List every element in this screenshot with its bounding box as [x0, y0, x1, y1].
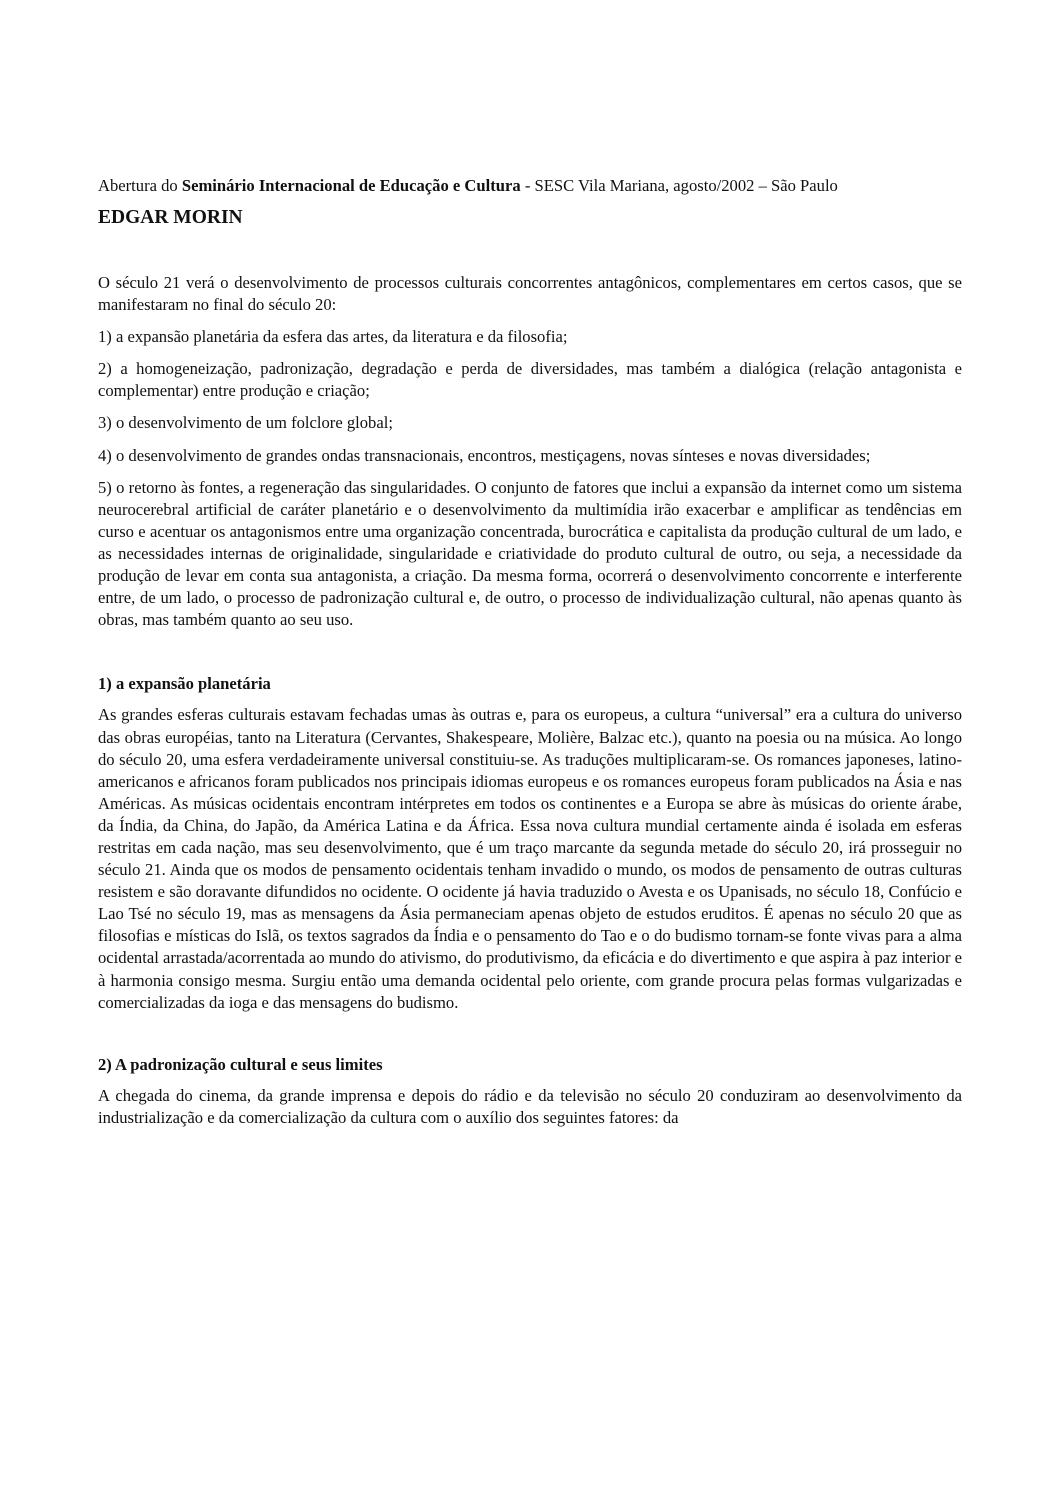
list-item: 1) a expansão planetária da esfera das artes, da literatura e da filosofia; [98, 327, 568, 347]
section-body: As grandes esferas culturais estavam fechadas umas às outras e, para os europeus, a cultura “universal” era a cultura do universo das obras européias, tanto na Literatura (Cervantes, Shakespeare, Molière, Balzac etc.), quanto na poesia ou na música. Ao longo do século 20, uma esfera verdadeiramente universal constituiu-se. As traduções multiplicaram-se. Os romances japoneses, latino-americanos e africanos foram publicados nos principais idiomas europeus e os romances europeus foram publicados na Ásia e nas Américas. As músicas ocidentais encontram intérpretes em todos os continentes e a Europa se abre às músicas do oriente árabe, da Índia, da China, do Japão, da América Latina e da África. Essa nova cultura mundial certamente ainda é isolada em esferas restritas em cada nação, mas seu desenvolvimento, que é um traço marcante da segunda metade do século 20, irá prosseguir no século 21. Ainda que os modos de pensamento ocidentais tenham invadido o mundo, os modos de pensamento de outras culturas resistem e são doravante difundidos no ocidente. O ocidente já havia traduzido o Avesta e os Upanisads, no século 18, Confúcio e Lao Tsé no século 19, mas as mensagens da Ásia permaneciam apenas objeto de estudos eruditos. É apenas no século 20 que as filosofias e místicas do Islã, os textos sagrados da Índia e o pensamento do Tao e o do budismo tornam-se fonte vivas para a alma ocidental arrastada/acorrentada ao mundo do ativismo, do produtivismo, da eficácia e do divertimento e que aspira à paz interior e à harmonia consigo mesma. Surgiu então uma demanda ocidental pelo oriente, com grande procura pelas formas vulgarizadas e comercializadas da ioga e das mensagens do budismo. [98, 705, 962, 1012]
document-page [98, 174, 962, 1129]
section-heading: 1) a expansão planetária [98, 674, 271, 694]
list-item: 3) o desenvolvimento de um folclore global; [98, 413, 393, 433]
event-name: Seminário Internacional de Educação e Cultura [181, 176, 521, 195]
header-prefix: Abertura do [98, 176, 182, 195]
list-item: 4) o desenvolvimento de grandes ondas transnacionais, encontros, mestiçagens, novas sínteses e novas diversidades; [98, 445, 871, 465]
section-body: A chegada do cinema, da grande imprensa e depois do rádio e da televisão no século 20 conduziram ao desenvolvimento da industrialização e da comercialização da cultura com o auxílio dos seguintes fatores: da [98, 1085, 962, 1127]
section-heading: 2) A padronização cultural e seus limites [98, 1054, 383, 1074]
intro-paragraph: O século 21 verá o desenvolvimento de processos culturais concorrentes antagônicos, complementares em certos casos, que se manifestaram no final do século 20: [98, 273, 962, 315]
list-item: 2) a homogeneização, padronização, degradação e perda de diversidades, mas também a dialógica (relação antagonista e complementar) entre produção e criação; [98, 359, 962, 401]
list-item: 5) o retorno às fontes, a regeneração das singularidades. O conjunto de fatores que inclui a expansão da internet como um sistema neurocerebral artificial de caráter planetário e o desenvolvimento da multimídia irão exacerbar e amplificar as tendências em curso e acentuar os antagonismos entre uma organização concentrada, burocrática e capitalista da produção cultural de um lado, e as necessidades internas de originalidade, singularidade e criatividade do produto cultural de outro, ou seja, a necessidade da produção de levar em conta sua antagonista, a criação. Da mesma forma, ocorrerá o desenvolvimento concorrente e interferente entre, de um lado, o processo de padronização cultural e, de outro, o processo de individualização cultural, não apenas quanto às obras, mas também quanto ao seu uso. [98, 477, 962, 630]
event-header [98, 174, 962, 198]
author-name: EDGAR MORIN [98, 207, 243, 228]
header-suffix: - SESC Vila Mariana, agosto/2002 – São Paulo [520, 176, 838, 195]
